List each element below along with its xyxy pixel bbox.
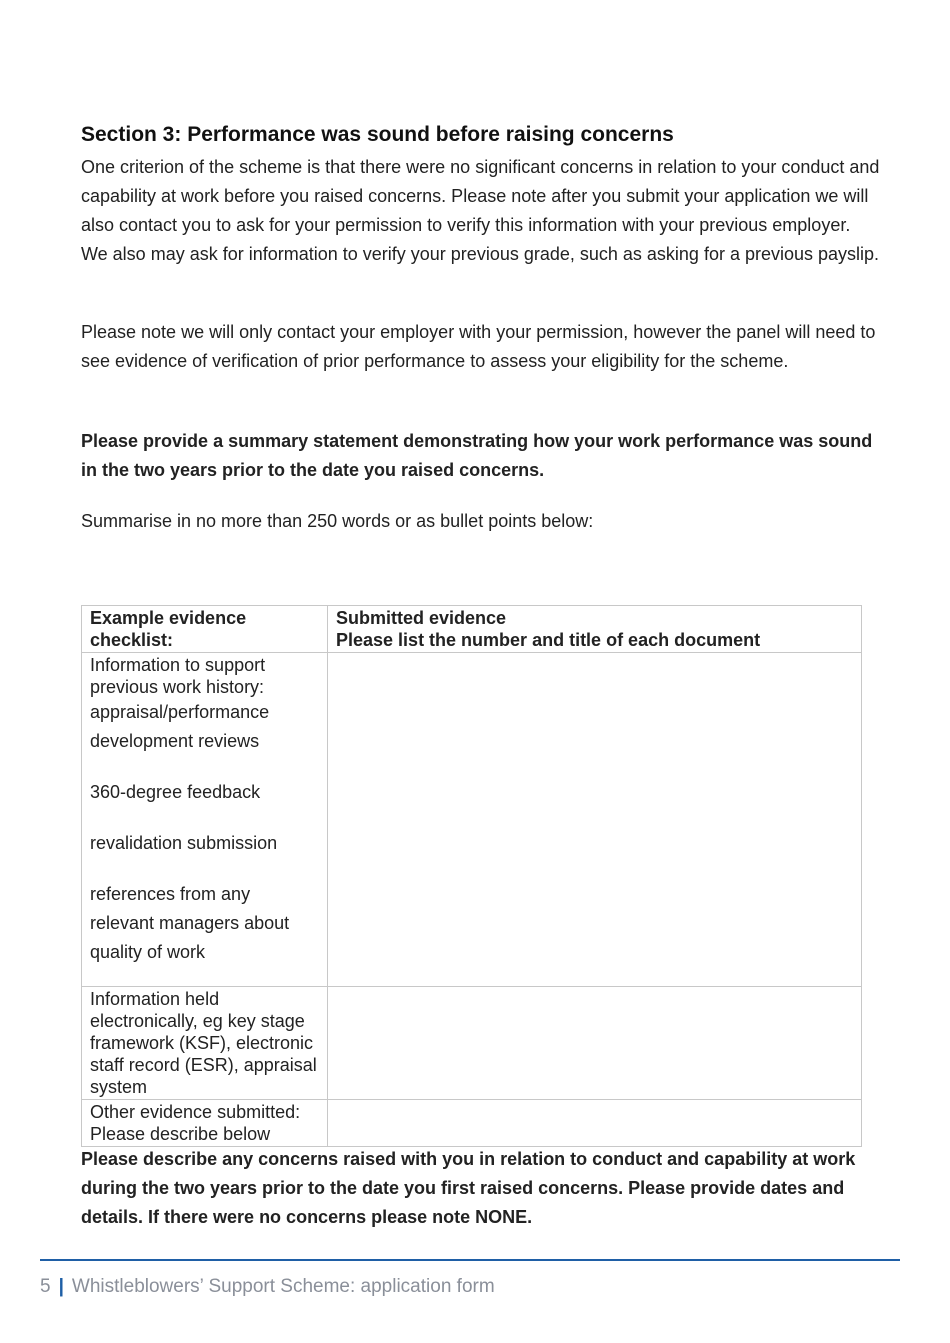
- header-submitted-instruction: Please list the number and title of each document: [336, 630, 761, 650]
- word-limit-note: Summarise in no more than 250 words or as bullet points below:: [81, 511, 594, 531]
- header-submitted-title: Submitted evidence: [336, 608, 507, 628]
- checklist-item-revalidation: revalidation submission: [90, 833, 278, 853]
- permission-paragraph: Please note we will only contact your employer with your permission, however the panel will need to see evidence of verification of prior performance to assess your eligibility for the scheme.: [81, 322, 876, 371]
- table-row: [82, 1100, 862, 1147]
- document-title: Whistleblowers’ Support Scheme: application form: [71, 1276, 495, 1297]
- checklist-work-history: [82, 653, 328, 987]
- table-row: [82, 987, 862, 1100]
- page-number: 5: [40, 1276, 51, 1297]
- checklist-item-references: references from any relevant managers about quality of work: [90, 884, 290, 962]
- evidence-table: [81, 605, 862, 1147]
- page-footer: [40, 1276, 495, 1298]
- section-heading: Section 3: Performance was sound before raising concerns: [81, 123, 674, 146]
- checklist-item-360-feedback: 360-degree feedback: [90, 782, 261, 802]
- summary-instruction: Please provide a summary statement demonstrating how your work performance was sound in the two years prior to the date you raised concerns.: [81, 431, 873, 480]
- table-header-row: [82, 606, 862, 653]
- checklist-other-evidence: Other evidence submitted: Please describe below: [82, 1100, 328, 1147]
- header-submitted-evidence: [328, 606, 862, 653]
- criterion-paragraph: One criterion of the scheme is that there were no significant concerns in relation to your conduct and capability at work before you raised concerns. Please note after you submit your application we will also contact you to ask for your permission to verify this information with your previous employer. We also may ask for information to verify your previous grade, such as asking for a previous payslip.: [81, 157, 880, 264]
- submitted-evidence-work-history[interactable]: [328, 653, 862, 987]
- work-history-intro: Information to support previous work history:: [90, 655, 266, 697]
- table-row: [82, 653, 862, 987]
- submitted-evidence-other[interactable]: [328, 1100, 862, 1147]
- checklist-item-appraisal: appraisal/performance development reviews: [90, 702, 270, 751]
- concerns-instruction: Please describe any concerns raised with you in relation to conduct and capability at work during the two years prior to the date you first raised concerns. Please provide dates and details. If there were no concerns please note NONE.: [81, 1149, 856, 1227]
- checklist-electronic-records: Information held electronically, eg key stage framework (KSF), electronic staff record (ESR), appraisal system: [82, 987, 328, 1100]
- footer-separator: |: [58, 1276, 64, 1297]
- footer-divider: [40, 1259, 900, 1261]
- submitted-evidence-electronic-records[interactable]: [328, 987, 862, 1100]
- header-checklist: Example evidence checklist:: [82, 606, 328, 653]
